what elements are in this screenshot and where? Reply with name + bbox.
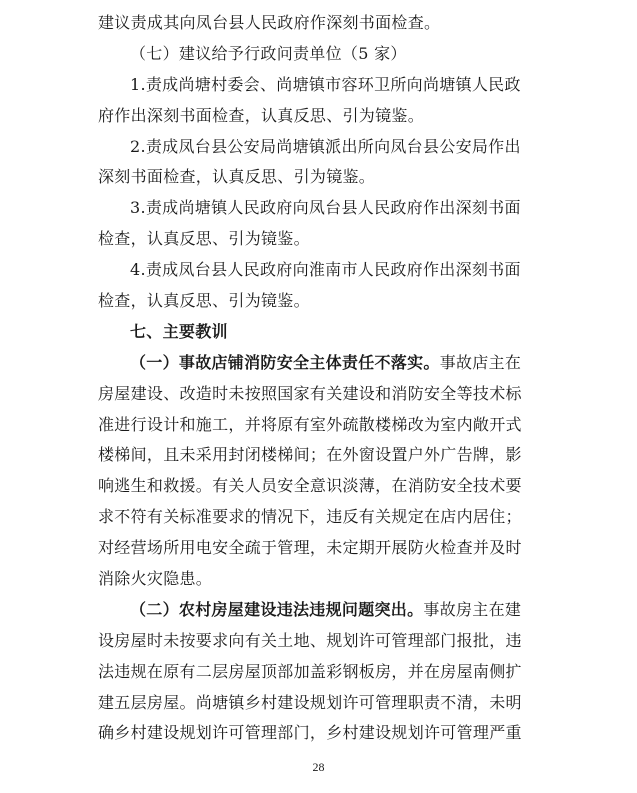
subsection-heading: （七）建议给予行政问责单位（5 家） <box>130 43 407 63</box>
text-line: 消除火灾隐患。 <box>98 569 213 589</box>
section-heading: 七、主要教训 <box>130 321 228 341</box>
text-line: 检查，认真反思、引为镜鉴。 <box>98 291 310 311</box>
paragraph-first-line <box>98 348 546 379</box>
text-line: 确乡村建设规划许可管理部门，乡村建设规划许可管理严重 <box>98 723 522 743</box>
text-line: 2.责成凤台县公安局尚塘镇派出所向凤台县公安局作出 <box>130 136 521 156</box>
text-line: 深刻书面检查，认真反思、引为镜鉴。 <box>98 167 376 187</box>
lead-rest-text: 事故房主在建 <box>423 599 522 619</box>
text-line: 楼梯间，且未采用封闭楼梯间；在外窗设置户外广告牌，影 <box>98 445 522 465</box>
bold-lead-text: （一）事故店铺消防安全主体责任不落实。 <box>130 352 440 372</box>
text-line: 1.责成尚塘村委会、尚塘镇市容环卫所向尚塘镇人民政 <box>130 74 521 94</box>
text-line: 房屋建设、改造时未按照国家有关建设和消防安全等技术标 <box>98 383 522 403</box>
text-line: 府作出深刻书面检查，认真反思、引为镜鉴。 <box>98 105 425 125</box>
page-number: 28 <box>312 760 325 774</box>
text-line: 检查，认真反思、引为镜鉴。 <box>98 229 310 249</box>
text-line: 设房屋时未按要求向有关土地、规划许可管理部门报批，违 <box>98 630 522 650</box>
text-line: 建五层房屋。尚塘镇乡村建设规划许可管理职责不清，未明 <box>98 692 522 712</box>
bold-lead-text: （二）农村房屋建设违法违规问题突出。 <box>130 599 424 619</box>
text-line: 建议责成其向凤台县人民政府作深刻书面检查。 <box>98 13 441 32</box>
lead-rest-text: 事故店主在 <box>439 352 522 372</box>
text-line: 法违规在原有二层房屋顶部加盖彩钢板房，并在房屋南侧扩 <box>98 661 522 681</box>
text-line: 4.责成凤台县人民政府向淮南市人民政府作出深刻书面 <box>130 260 521 280</box>
document-page <box>98 8 546 749</box>
text-line: 响逃生和救援。有关人员安全意识淡薄，在消防安全技术要 <box>98 476 522 496</box>
text-line: 求不符有关标准要求的情况下，违反有关规定在店内居住； <box>98 507 522 527</box>
text-line: 3.责成尚塘镇人民政府向凤台县人民政府作出深刻书面 <box>130 198 521 218</box>
text-line: 准进行设计和施工，并将原有室外疏散楼梯改为室内敞开式 <box>98 414 522 434</box>
paragraph-first-line <box>98 595 546 626</box>
text-line: 对经营场所用电安全疏于管理，未定期开展防火检查并及时 <box>98 538 522 558</box>
